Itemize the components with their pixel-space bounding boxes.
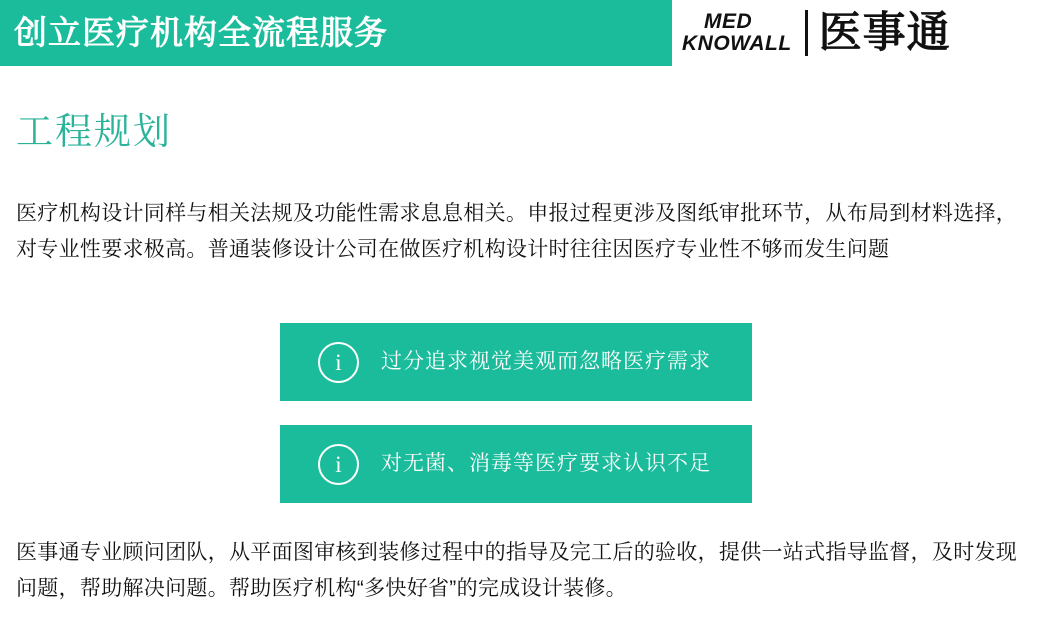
callout-list xyxy=(280,323,752,503)
callout-label: 对无菌、消毒等医疗要求认识不足 xyxy=(381,452,711,475)
logo-english xyxy=(682,11,792,55)
callout-item xyxy=(280,323,752,401)
logo-divider xyxy=(805,10,808,56)
intro-paragraph: 医疗机构设计同样与相关法规及功能性需求息息相关。申报过程更涉及图纸审批环节，从布局到材料选择，对专业性要求极高。普通装修设计公司在做医疗机构设计时往往因医疗专业性不够而发生问题 xyxy=(16,202,1018,261)
info-icon-glyph: i xyxy=(335,349,342,375)
callout-label: 过分追求视觉美观而忽略医疗需求 xyxy=(381,350,711,373)
logo-english-line2: KNOWALL xyxy=(682,32,792,55)
brand-logo xyxy=(672,0,1039,66)
logo-chinese: 医事通 xyxy=(818,9,951,57)
info-icon xyxy=(318,342,359,383)
info-icon-glyph: i xyxy=(335,451,342,477)
summary-paragraph: 医事通专业顾问团队，从平面图审核到装修过程中的指导及完工后的验收，提供一站式指导监督，及时发现问题，帮助解决问题。帮助医疗机构“多快好省”的完成设计装修。 xyxy=(16,541,1018,600)
header-title: 创立医疗机构全流程服务 xyxy=(14,14,388,51)
logo-english-line1: MED xyxy=(704,9,753,33)
slide-header xyxy=(0,0,1039,66)
info-icon xyxy=(318,444,359,485)
page-title: 工程规划 xyxy=(16,111,172,152)
callout-item xyxy=(280,425,752,503)
